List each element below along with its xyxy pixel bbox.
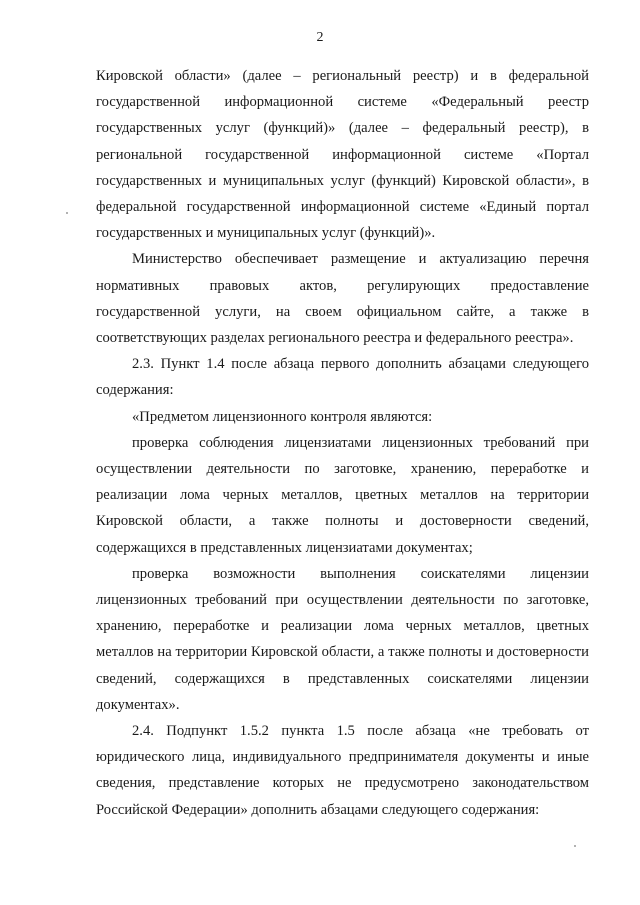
scan-dust-mark xyxy=(66,212,68,214)
paragraph-clause-2-3: 2.3. Пункт 1.4 после абзаца первого дополнить абзацами следующего содержания: xyxy=(96,356,589,399)
paragraph-registry-continuation: Кировской области» (далее – региональный реестр) и в федеральной государственной информационной системе «Федеральный реестр государственных услуг (функций)» (далее – федеральный реестр), в региональной государственной информационной системе «Портал государственных и муниципальных услуг (функций) Кировской области», в федеральной государственной информационной системе «Единый портал государственных и муниципальных услуг (функций)». xyxy=(96,68,589,242)
paragraph-applicant-check: проверка возможности выполнения соискателями лицензии лицензионных требований при осуществлении деятельности по заготовке, хранению, переработке и реализации лома черных металлов, цветных металлов на территории Кировской области, а также полноты и достоверности сведений, содержащихся в представленных соискателями лицензии документах». xyxy=(96,565,589,713)
paragraph-ministry-duty: Министерство обеспечивает размещение и актуализацию перечня нормативных правовых актов, регулирующих предоставление государственной услуги, на своем официальном сайте, а также в соответствующих разделах регионального реестра и федерального реестра». xyxy=(96,251,589,347)
page-number: 2 xyxy=(316,30,324,45)
document-body xyxy=(96,63,589,823)
scan-dust-mark xyxy=(574,845,576,847)
paragraph-control-subject-intro: «Предметом лицензионного контроля являются: xyxy=(132,408,433,425)
paragraph-clause-2-4: 2.4. Подпункт 1.5.2 пункта 1.5 после абзаца «не требовать от юридического лица, индивидуального предпринимателя документы и иные сведения, представление которых не предусмотрено законодательством Российской Федерации» дополнить абзацами следующего содержания: xyxy=(96,723,589,818)
paragraph-licensee-check: проверка соблюдения лицензиатами лицензионных требований при осуществлении деятельности по заготовке, хранению, переработке и реализации лома черных металлов, цветных металлов на территории Кировской области, а также полноты и достоверности сведений, содержащихся в представленных лицензиатами документах; xyxy=(96,434,589,556)
